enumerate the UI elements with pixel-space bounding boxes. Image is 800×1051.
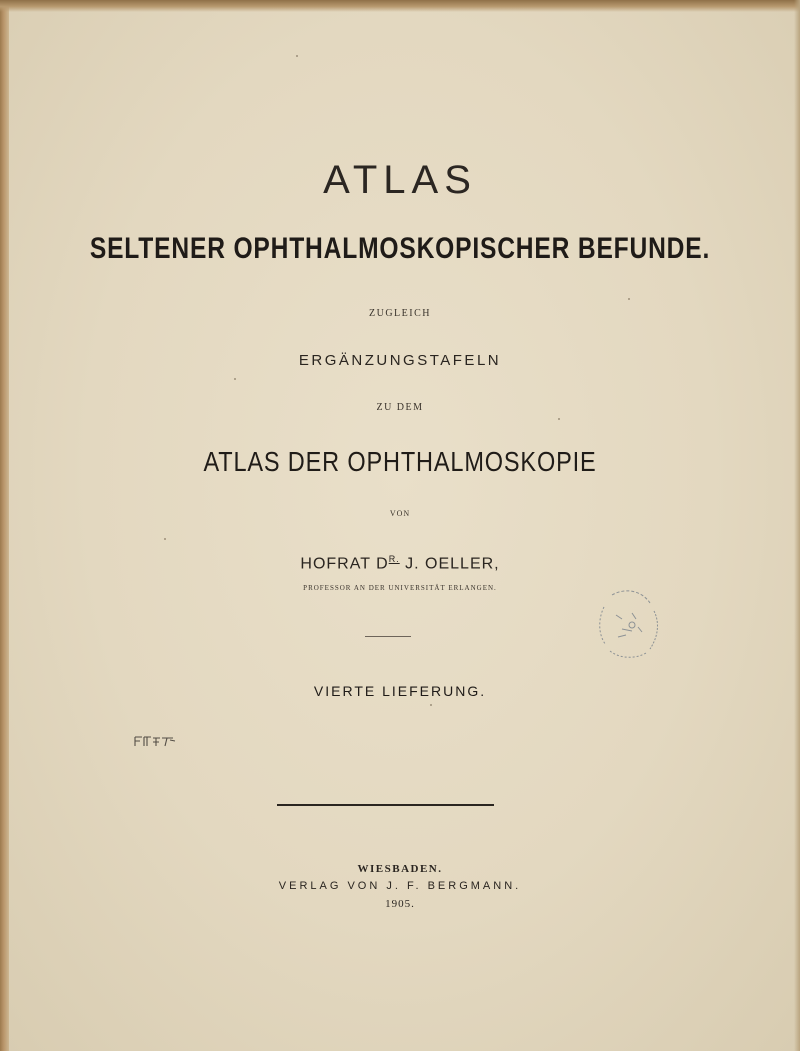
zu-dem-label: ZU DEM xyxy=(376,402,424,413)
publication-place: WIESBADEN. xyxy=(357,863,443,875)
author-affiliation: PROFESSOR AN DER UNIVERSITÄT ERLANGEN. xyxy=(303,584,497,592)
page-top-edge xyxy=(0,0,800,12)
paper-speck xyxy=(430,704,432,706)
long-divider xyxy=(277,804,494,806)
paper-speck xyxy=(628,298,630,300)
paper-speck xyxy=(234,378,236,380)
heading-atlas: ATLAS xyxy=(323,158,477,202)
library-stamp-icon xyxy=(592,585,662,663)
secondary-title: ATLAS DER OPHTHALMOSKOPIE xyxy=(203,446,597,477)
short-divider xyxy=(365,636,411,637)
author-name: J. OELLER, xyxy=(399,555,500,573)
publication-year: 1905. xyxy=(385,898,415,910)
von-label: VON xyxy=(389,509,411,518)
publisher: VERLAG VON J. F. BERGMANN. xyxy=(278,880,522,892)
handwritten-shelfmark-icon xyxy=(133,734,177,748)
paper-speck xyxy=(558,418,560,420)
main-title: SELTENER OPHTHALMOSKOPISCHER BEFUNDE. xyxy=(89,232,711,265)
installment-label: VIERTE LIEFERUNG. xyxy=(313,683,487,699)
author-line xyxy=(0,554,800,573)
paper-speck xyxy=(164,538,166,540)
author-degree: R. xyxy=(388,554,400,564)
zugleich-label: ZUGLEICH xyxy=(369,308,431,319)
author-prefix: HOFRAT D xyxy=(300,555,389,573)
ergaenzungstafeln-label: ERGÄNZUNGSTAFELN xyxy=(298,352,502,369)
paper-speck xyxy=(296,55,298,57)
